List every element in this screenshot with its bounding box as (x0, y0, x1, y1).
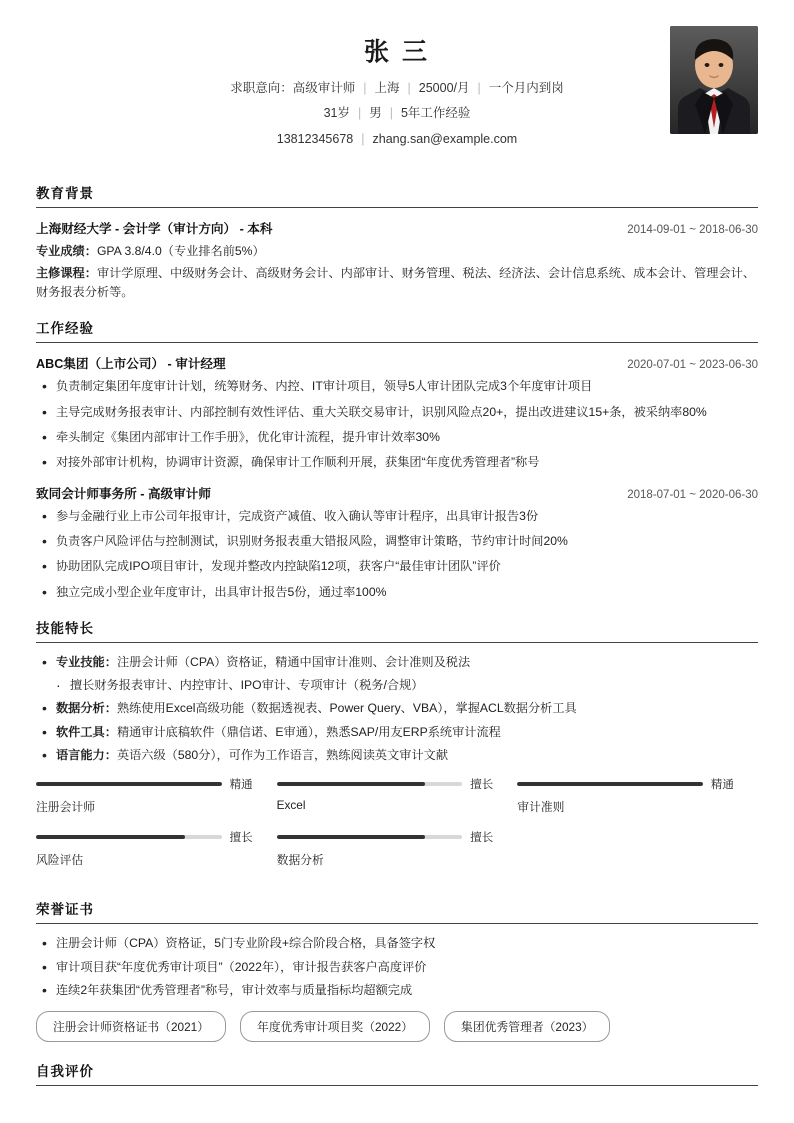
bar-row (517, 776, 734, 792)
skill-bar-1 (277, 776, 518, 815)
bar-level: 擅长 (229, 832, 253, 845)
list-item: • 注册会计师（CPA）资格证，5门专业阶段+综合阶段合格，具备签字权 (36, 934, 758, 952)
bar-name: 注册会计师 (36, 800, 95, 815)
bar-level: 精通 (229, 779, 253, 792)
list-item: • 主导完成财务报表审计、内部控制有效性评估、重大关联交易审计，识别风险点20+，提出改进建议15+条，被采纳率80% (36, 403, 758, 421)
work-bullets-1 (36, 377, 758, 471)
divider: | (363, 81, 367, 95)
work-company-2: 致同会计师事务所 - 高级审计师 (36, 486, 211, 501)
list-item (36, 746, 758, 764)
bar-level: 擅长 (470, 832, 494, 845)
section-title-skills: 技能特长 (36, 617, 758, 643)
work-date-1: 2020-07-01 ~ 2023-06-30 (627, 359, 758, 372)
education-gpa-label: 专业成绩： (36, 243, 97, 258)
bar-track (517, 782, 703, 786)
list-item: • 连续2年获集团“优秀管理者”称号，审计效率与质量指标均超额完成 (36, 981, 758, 999)
personal-gender: 男 (369, 106, 382, 121)
avatar (670, 26, 758, 134)
entry-head (36, 353, 758, 372)
work-entry (36, 353, 758, 471)
job-intent-position: 高级审计师 (292, 81, 356, 95)
skill-label-1: 数据分析： (56, 701, 117, 716)
skill-label-2: 软件工具： (56, 724, 117, 739)
job-intent-line (36, 80, 758, 96)
job-intent-label: 求职意向： (230, 81, 293, 95)
status-badge[interactable]: 注册会计师资格证书（2021） (36, 1011, 226, 1042)
bar-name: Excel (276, 798, 306, 813)
list-item: • 负责制定集团年度审计计划，统筹财务、内控、IT审计项目，领导5人审计团队完成3个年度审计项目 (36, 377, 758, 395)
job-intent-city: 上海 (374, 81, 400, 95)
bar-row (277, 829, 494, 845)
work-bullets-2 (36, 507, 758, 601)
education-date: 2014-09-01 ~ 2018-06-30 (627, 223, 758, 236)
list-item (36, 653, 758, 671)
bar-track (277, 835, 463, 839)
skill-text-0: 注册会计师（CPA）资格证，精通中国审计准则、会计准则及税法 (116, 654, 471, 669)
skill-text-2: 精通审计底稿软件（鼎信诺、E审通），熟悉SAP/用友ERP系统审计流程 (116, 724, 501, 739)
work-company-1: ABC集团（上市公司） - 审计经理 (36, 357, 226, 372)
skill-text-3: 英语六级（580分），可作为工作语言，熟练阅读英文审计文献 (116, 748, 449, 763)
list-item: • 参与金融行业上市公司年报审计，完成资产减值、收入确认等审计程序，出具审计报告3份 (36, 507, 758, 525)
section-title-education: 教育背景 (36, 182, 758, 208)
education-courses (36, 264, 758, 302)
skill-bar-0 (36, 776, 277, 815)
education-gpa (36, 242, 758, 261)
skills-list (36, 653, 758, 764)
skill-bar-2 (517, 776, 758, 815)
bar-row (36, 776, 253, 792)
section-title-work: 工作经验 (36, 317, 758, 343)
header-main (36, 22, 758, 156)
list-item: • 独立完成小型企业年度审计，出具审计报告5份，通过率100% (36, 583, 758, 601)
personal-age: 31岁 (323, 106, 350, 121)
status-badge[interactable]: 集团优秀管理者（2023） (444, 1011, 610, 1042)
list-item-sub: · 擅长财务报表审计、内控审计、IPO审计、专项审计（税务/合规） (36, 676, 758, 694)
section-self-evaluation (36, 1060, 758, 1086)
bar-level: 精通 (710, 779, 734, 792)
contact-email[interactable]: zhang.san@example.com (372, 131, 518, 146)
section-title-honors: 荣誉证书 (36, 898, 758, 924)
bar-fill (277, 835, 426, 839)
personal-experience: 5年工作经验 (400, 106, 471, 121)
list-item: • 协助团队完成IPO项目审计，发现并整改内控缺陷12项，获客户“最佳审计团队”评价 (36, 557, 758, 575)
bar-fill (36, 835, 185, 839)
bar-row (36, 829, 253, 845)
education-school: 上海财经大学 - 会计学（审计方向） - 本科 (36, 221, 273, 236)
contact-phone[interactable]: 13812345678 (276, 131, 354, 146)
bar-track (36, 835, 222, 839)
bar-fill (517, 782, 703, 786)
entry-head (36, 218, 758, 237)
list-item: • 负责客户风险评估与控制测试，识别财务报表重大错报风险，调整审计策略，节约审计时间20% (36, 532, 758, 550)
status-badge[interactable]: 年度优秀审计项目奖（2022） (240, 1011, 430, 1042)
bar-track (277, 782, 463, 786)
contact-line (36, 131, 758, 147)
resume-header (36, 22, 758, 166)
list-item (36, 723, 758, 741)
section-work (36, 317, 758, 600)
divider: | (477, 81, 481, 95)
bar-track (36, 782, 222, 786)
section-title-self-evaluation: 自我评价 (36, 1060, 758, 1086)
section-education (36, 182, 758, 302)
section-honors (36, 898, 758, 1042)
skill-label-0: 专业技能： (56, 654, 117, 669)
list-item (36, 699, 758, 717)
education-courses-label: 主修课程： (36, 265, 97, 280)
work-date-2: 2018-07-01 ~ 2020-06-30 (627, 488, 758, 501)
certificate-tags (36, 1011, 758, 1042)
divider: | (389, 106, 393, 121)
list-item: • 牵头制定《集团内部审计工作手册》，优化审计流程，提升审计效率30% (36, 428, 758, 446)
bar-name: 数据分析 (276, 853, 324, 868)
entry-head (36, 483, 758, 502)
bar-fill (36, 782, 222, 786)
section-skills (36, 617, 758, 882)
bar-name: 审计准则 (517, 800, 565, 815)
skill-label-3: 语言能力： (56, 748, 117, 763)
list-item: • 对接外部审计机构，协调审计资源，确保审计工作顺利开展，获集团“年度优秀管理者”称号 (36, 453, 758, 471)
skill-text-1: 熟练使用Excel高级功能（数据透视表、Power Query、VBA），掌握ACL数据分析工具 (116, 701, 577, 716)
skill-bar-4 (277, 829, 518, 868)
bar-row (277, 776, 494, 792)
bar-fill (277, 782, 426, 786)
bar-name: 风险评估 (36, 853, 84, 868)
divider: | (361, 131, 365, 146)
job-intent-availability: 一个月内到岗 (488, 81, 564, 95)
divider: | (357, 106, 362, 121)
page-title: 张 三 (364, 38, 430, 66)
personal-info-line (36, 105, 758, 121)
skill-bars (36, 776, 758, 882)
list-item: • 审计项目获“年度优秀审计项目”（2022年），审计报告获客户高度评价 (36, 958, 758, 976)
education-courses-value: 审计学原理、中级财务会计、高级财务会计、内部审计、财务管理、税法、经济法、会计信息系统、成本会计、管理会计、财务报表分析等。 (36, 265, 756, 299)
honors-list (36, 934, 758, 999)
bar-level: 擅长 (470, 779, 494, 792)
job-intent-salary: 25000/月 (418, 81, 470, 95)
skill-bar-3 (36, 829, 277, 868)
divider: | (407, 81, 411, 95)
education-entry (36, 218, 758, 302)
work-entry (36, 483, 758, 601)
education-gpa-value: GPA 3.8/4.0（专业排名前5%） (96, 243, 265, 258)
